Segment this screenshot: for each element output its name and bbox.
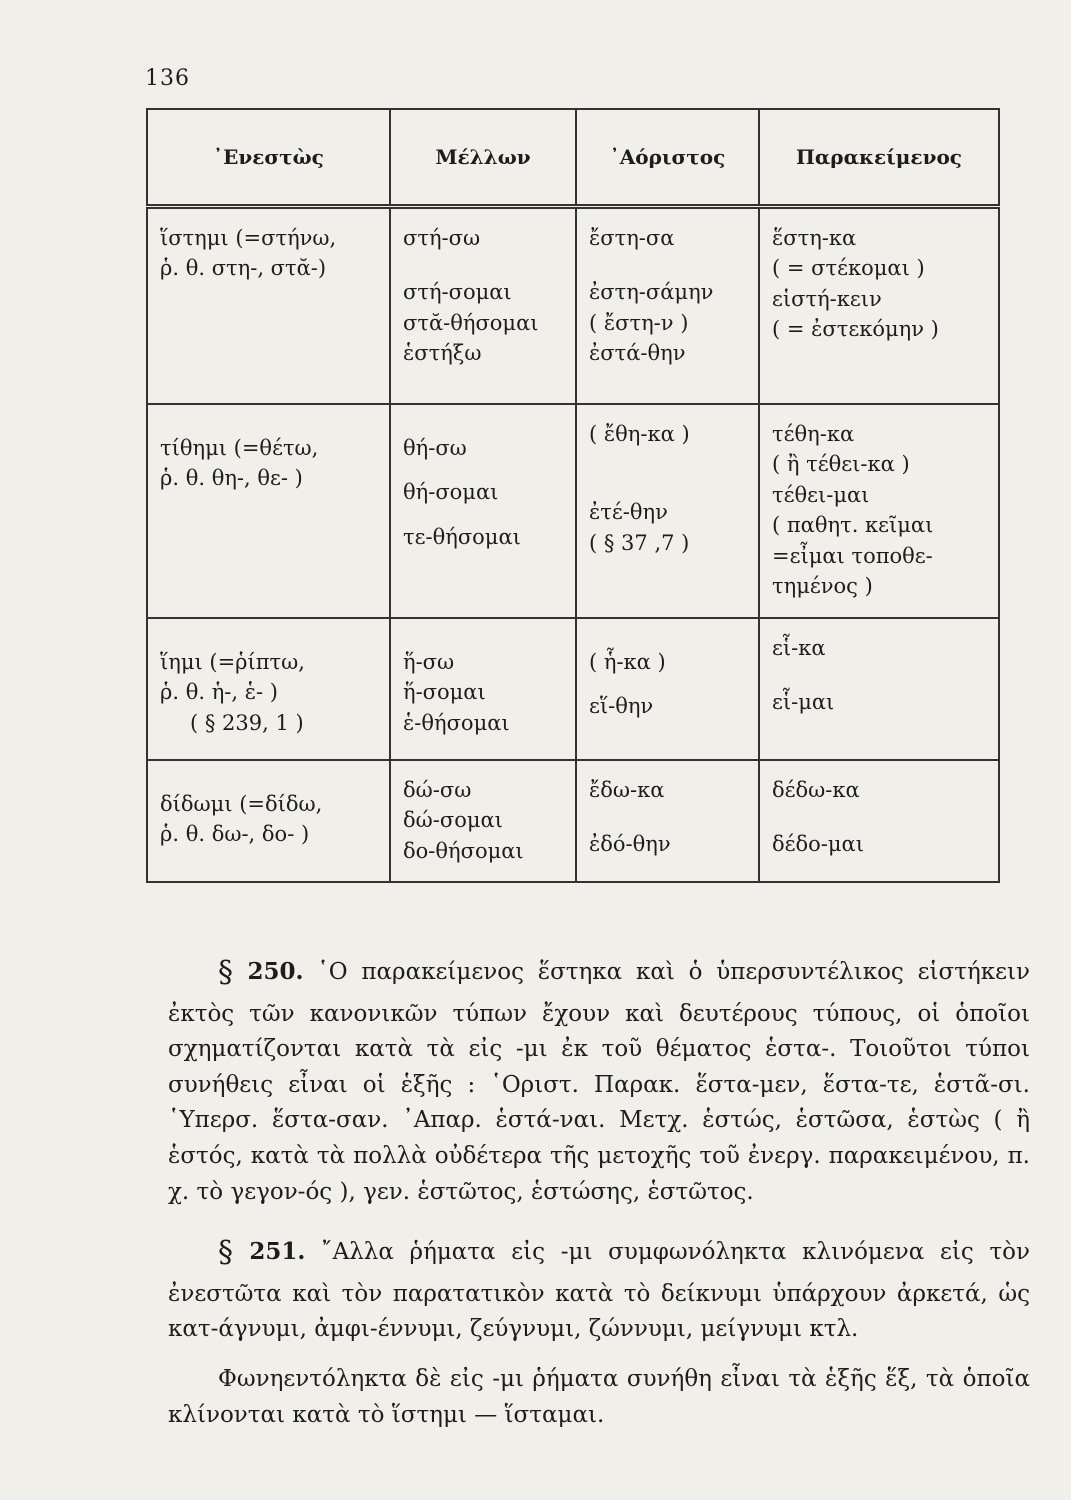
cell-line: ἐτέ-θην [589, 500, 668, 525]
cell-perfect [759, 760, 999, 882]
cell-line: ( = στέκομαι ) [772, 256, 925, 281]
cell-line: δέδο-μαι [772, 832, 864, 857]
cell-line: ῥ. θ. στη-, στᾰ-) [160, 256, 327, 281]
cell-future [390, 404, 576, 618]
cell-perfect [759, 404, 999, 618]
header-present: ᾿Ενεστὼς [147, 109, 390, 207]
paragraph-text: ῎Αλλα ῥήματα εἰς -μι συμφωνόληκτα κλινόμενα εἰς τὸν ἐνεστῶτα καὶ τὸν παρατατικὸν κατὰ τὸ δείκνυμι ὑπάρχουν ἀρκετά, ὡς κατ-άγνυμι, ἀμφι-έννυμι, ζεύγνυμι, ζώννυμι, μείγνυμι κτλ. [168, 1239, 1030, 1343]
cell-line: στή-σομαι [403, 280, 512, 305]
cell-line: θή-σω [403, 436, 467, 460]
cell-aorist [576, 404, 759, 618]
cell-line: δίδωμι (=δίδω, [160, 792, 323, 816]
cell-line: =εἶμαι τοποθε- [772, 543, 933, 568]
table-row [147, 760, 999, 882]
verb-conjugation-table [146, 108, 1000, 883]
cell-line: τε-θήσομαι [403, 524, 521, 549]
cell-line: ἐδό-θην [589, 832, 671, 857]
cell-line: ( ἔστη-ν ) [589, 310, 689, 335]
section-marker: § 251. [218, 1235, 306, 1271]
cell-line: δώ-σω [403, 778, 472, 802]
cell-line: ἥ-σομαι [403, 680, 486, 705]
cell-line: δώ-σομαι [403, 808, 503, 833]
cell-line: ( ἔθη-κα ) [589, 422, 690, 446]
cell-line: ῥ. θ. ἡ-, ἑ- ) [160, 680, 278, 705]
cell-line: θή-σομαι [403, 480, 499, 505]
cell-line: ἑ-θήσομαι [403, 710, 510, 735]
paragraph-250 [168, 950, 1030, 1210]
table-header-row [147, 109, 999, 207]
cell-line: ( = ἐστεκόμην ) [772, 317, 939, 342]
cell-line: τίθημι (=θέτω, [160, 436, 319, 460]
cell-future [390, 618, 576, 760]
cell-line: τέθει-μαι [772, 482, 870, 507]
cell-line: ῥ. θ. δω-, δο- ) [160, 822, 310, 847]
cell-present [147, 404, 390, 618]
cell-line: ῥ. θ. θη-, θε- ) [160, 466, 303, 491]
page-number: 136 [145, 66, 190, 91]
cell-present [147, 207, 390, 405]
cell-line: εἵ-θην [589, 694, 654, 719]
cell-aorist [576, 618, 759, 760]
cell-line: δο-θήσομαι [403, 838, 524, 863]
cell-perfect [759, 207, 999, 405]
cell-line: ( ἢ τέθει-κα ) [772, 452, 910, 477]
paragraph-text: Φωνηεντόληκτα δὲ εἰς -μι ῥήματα συνήθη εἶναι τὰ ἑξῆς ἕξ, τὰ ὁποῖα κλίνονται κατὰ τὸ ἵστημι — ἵσταμαι. [168, 1366, 1030, 1428]
cell-future [390, 207, 576, 405]
paragraph-251 [168, 1230, 1030, 1348]
cell-aorist [576, 760, 759, 882]
cell-line: ἕστη-κα [772, 226, 857, 250]
header-aorist: ᾿Αόριστος [576, 109, 759, 207]
cell-line: εἷ-κα [772, 636, 826, 660]
cell-line: ἵστημι (=στήνω, [160, 226, 337, 250]
cell-line: στή-σω [403, 226, 481, 250]
table-row [147, 618, 999, 760]
cell-line: τημένος ) [772, 574, 873, 599]
cell-line: εἱστή-κειν [772, 286, 882, 311]
table-row [147, 207, 999, 405]
cell-line: ( ἧ-κα ) [589, 650, 666, 674]
cell-line: ἵημι (=ῥίπτω, [160, 650, 305, 674]
cell-line: ἐστά-θην [589, 341, 686, 366]
cell-line: ἔστη-σα [589, 226, 675, 250]
cell-aorist [576, 207, 759, 405]
cell-present [147, 760, 390, 882]
cell-line: ( § 37 ,7 ) [589, 530, 690, 555]
cell-perfect [759, 618, 999, 760]
section-marker: § 250. [218, 955, 304, 990]
header-perfect: Παρακείμενος [759, 109, 999, 207]
cell-line: τέθη-κα [772, 422, 855, 446]
header-future: Μέλλων [390, 109, 576, 207]
cell-line: ( παθητ. κεῖμαι [772, 513, 934, 538]
cell-line: ἐστη-σάμην [589, 280, 714, 305]
cell-line: στᾰ-θήσομαι [403, 310, 539, 335]
cell-future [390, 760, 576, 882]
cell-present [147, 618, 390, 760]
cell-line: ἑστήξω [403, 341, 482, 366]
cell-line: ἔδω-κα [589, 778, 665, 802]
cell-line: δέδω-κα [772, 778, 860, 802]
cell-line: ἥ-σω [403, 650, 455, 674]
paragraph-text: ῾Ο παρακείμενος ἕστηκα καὶ ὁ ὑπερσυντέλικος εἱστήκειν ἐκτὸς τῶν κανονικῶν τύπων ἔχουν καὶ δευτέρους τύπους, οἱ ὁποῖοι σχηματίζονται κατὰ τὰ εἰς -μι ἐκ τοῦ θέματος ἑστα-. Τοιοῦτοι τύποι συνήθεις εἶναι οἱ ἑξῆς : ῾Οριστ. Παρακ. ἕστα-μεν, ἕστα-τε, ἑστᾶ-σι. ῾Υπερσ. ἕστα-σαν. ᾿Απαρ. ἑστά-ναι. Μετχ. ἑστώς, ἑστῶσα, ἑστὼς ( ἢ ἑστός, κατὰ τὰ πολλὰ οὐδέτερα τῆς μετοχῆς τοῦ ἐνεργ. παρακειμένου, π. χ. τὸ γεγον-ός ), γεν. ἑστῶτος, ἑστώσης, ἑστῶτος. [168, 959, 1031, 1205]
paragraph-vowel-stem [168, 1362, 1030, 1433]
body-text [168, 950, 1030, 1453]
cell-line: ( § 239, 1 ) [190, 710, 304, 735]
table-row [147, 404, 999, 618]
cell-line: εἷ-μαι [772, 690, 835, 715]
